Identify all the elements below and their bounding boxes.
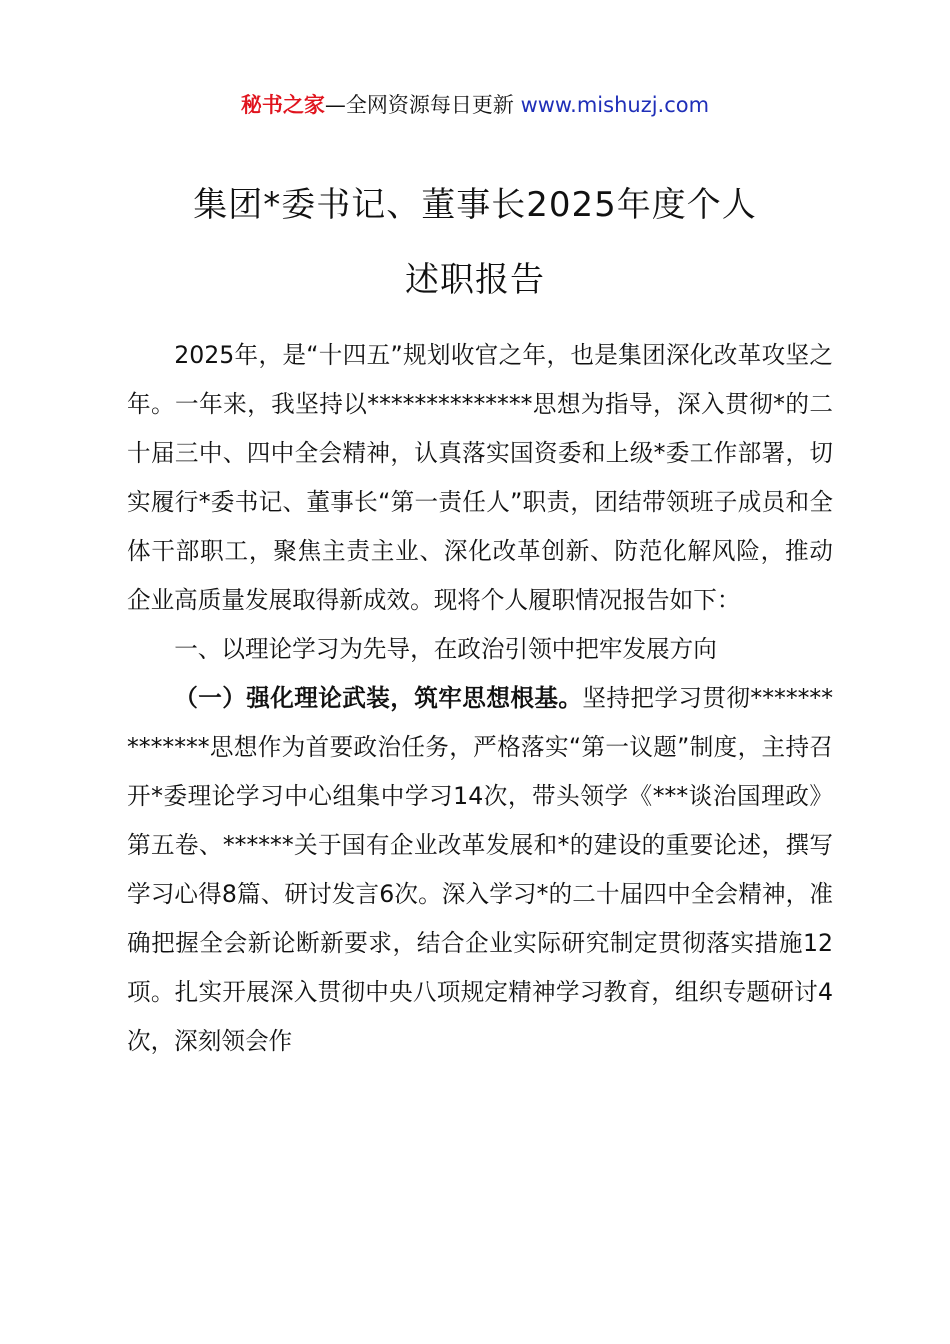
document-body	[127, 331, 833, 1066]
site-name: 秘书之家	[240, 93, 325, 117]
site-url-link[interactable]: www.mishuzj.com	[520, 93, 710, 117]
site-slogan: —全网资源每日更新	[324, 93, 521, 117]
subsection-text: 坚持把学习贯彻**************思想作为首要政治任务，严格落实“第一议题”制度，主持召开*委理论学习中心组集中学习14次，带头领学《***谈治国理政》第五卷、******关于国有企业改革发展和*的建设的重要论述，撰写学习心得8篇、研讨发言6次。深入学习*的二十届四中全会精神，准确把握全会新论断新要求，结合企业实际研究制定贯彻落实措施12项。扎实开展深入贯彻中央八项规定精神学习教育，组织专题研讨4次，深刻领会作	[127, 684, 834, 1055]
intro-paragraph: 2025年，是“十四五”规划收官之年，也是集团深化改革攻坚之年。一年来，我坚持以**************思想为指导，深入贯彻*的二十届三中、四中全会精神，认真落实国资委和上级*委工作部署，切实履行*委书记、董事长“第一责任人”职责，团结带领班子成员和全体干部职工，聚焦主责主业、深化改革创新、防范化解风险，推动企业高质量发展取得新成效。现将个人履职情况报告如下：	[127, 341, 833, 614]
section-heading: 一、以理论学习为先导，在政治引领中把牢发展方向	[174, 635, 717, 663]
document-title-line2: 述职报告	[405, 260, 545, 300]
subsection-paragraph	[127, 674, 833, 1066]
document-title-line1: 集团*委书记、董事长2025年度个人	[193, 185, 757, 225]
site-header	[0, 88, 950, 122]
subsection-heading: （一）强化理论武装，筑牢思想根基。	[174, 684, 583, 712]
